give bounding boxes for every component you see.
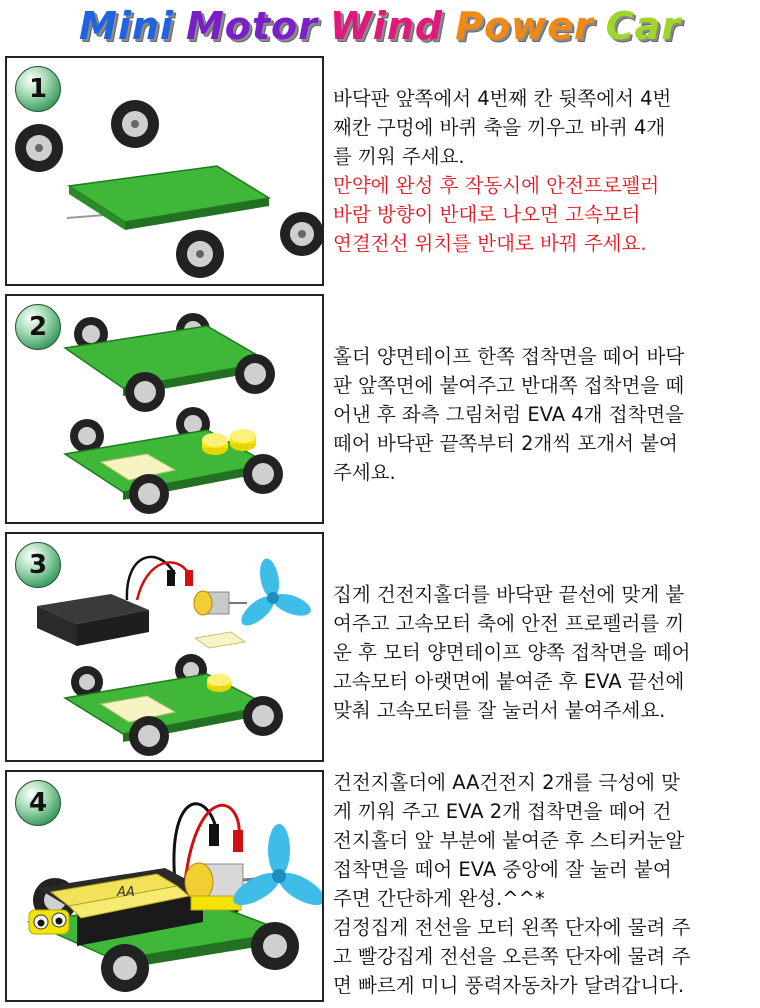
page-title xyxy=(0,0,760,52)
step-4-line: 건전지홀더에 AA건전지 2개를 극성에 맞 xyxy=(333,771,680,794)
step-4-line: 전지홀더 앞 부분에 붙여준 후 스티커눈알 xyxy=(333,829,685,852)
step-4-line: 고 빨강집게 전선을 오른쪽 단자에 물려 주 xyxy=(333,945,691,968)
wheel-icon xyxy=(111,100,159,148)
red-clip-icon xyxy=(233,830,243,852)
step-4-line: 게 끼워 주고 EVA 2개 접착면을 떼어 건 xyxy=(333,800,672,823)
step-3-line: 고속모터 아랫면에 붙여준 후 EVA 끝선에 xyxy=(333,670,685,693)
title-word-3: Wind xyxy=(329,4,444,48)
red-clip-icon xyxy=(185,570,193,586)
sticker-eye-pupil xyxy=(38,920,45,927)
step-4-line: 주면 간단하게 완성.^^* xyxy=(333,887,545,910)
step-2-line: 홀더 양면테이프 한쪽 접착면을 떼어 바닥 xyxy=(333,345,685,368)
black-clip-icon xyxy=(209,824,219,846)
wheel-icon xyxy=(280,212,322,256)
propeller-icon xyxy=(237,557,314,631)
title-word-4: Power xyxy=(455,4,594,48)
wheel-icon xyxy=(176,230,224,278)
wheel-icon xyxy=(243,454,283,494)
step-1-illustration xyxy=(5,56,324,286)
step-3-line: 여주고 고속모터 축에 안전 프로펠러를 끼 xyxy=(333,612,685,635)
title-word-1: Mini xyxy=(79,4,174,48)
step-1-badge: 1 xyxy=(15,66,61,112)
sticker-eye-pupil xyxy=(56,918,63,925)
red-wire xyxy=(137,562,189,600)
step-2-line: 어낸 후 좌측 그림처럼 EVA 4개 접착면을 xyxy=(333,403,685,426)
step-1-text xyxy=(333,84,751,258)
step-3-badge: 3 xyxy=(15,542,61,588)
step-4-line: 접착면을 떼어 EVA 중앙에 잘 눌러 붙여 xyxy=(333,858,672,881)
motor-tape xyxy=(195,632,245,648)
step-4-line: 검정집게 전선을 모터 왼쪽 단자에 물려 주 xyxy=(333,916,691,939)
step-4-illustration xyxy=(5,770,324,1002)
step-3-line: 맞춰 고속모터를 잘 눌러서 붙여주세요. xyxy=(333,699,666,722)
wheel-icon xyxy=(125,372,165,412)
title-word-5: Car xyxy=(605,4,681,48)
step-2-text xyxy=(333,342,751,487)
black-clip-icon xyxy=(167,570,175,586)
step-1-figure xyxy=(7,58,322,284)
step-1-line: 째칸 구멍에 바퀴 축을 끼우고 바퀴 4개 xyxy=(333,116,666,139)
wheel-icon xyxy=(129,474,169,514)
step-1-warning: 만약에 완성 후 작동시에 안전프로펠러 xyxy=(333,174,660,197)
title-word-2: Motor xyxy=(185,4,318,48)
wheel-icon xyxy=(235,354,275,394)
base-board xyxy=(69,166,269,222)
step-2-figure xyxy=(7,296,322,522)
wheel-icon xyxy=(243,696,283,736)
step-2-badge: 2 xyxy=(15,304,61,350)
battery-label: AA xyxy=(117,885,135,900)
wheel-icon xyxy=(101,944,149,992)
step-4-figure xyxy=(7,772,322,1000)
step-1-line: 바닥판 앞쪽에서 4번째 칸 뒷쪽에서 4번 xyxy=(333,87,672,110)
step-2-illustration xyxy=(5,294,324,524)
wheel-icon xyxy=(251,922,299,970)
step-3-text xyxy=(333,580,751,725)
step-4-line: 면 빠르게 미니 풍력자동차가 달려갑니다. xyxy=(333,974,685,997)
motor-icon xyxy=(194,591,247,615)
wheel-icon xyxy=(15,124,63,172)
step-1-warning: 연결전선 위치를 반대로 바꿔 주세요. xyxy=(333,232,647,255)
step-4-text xyxy=(333,768,751,1000)
step-2-line: 떼어 바닥판 끝쪽부터 2개씩 포개서 붙여 xyxy=(333,432,678,455)
step-3-figure xyxy=(7,534,322,760)
eva-foam-icon xyxy=(207,674,231,692)
step-1-line: 를 끼워 주세요. xyxy=(333,145,465,168)
step-2-line: 주세요. xyxy=(333,461,396,484)
wheel-icon xyxy=(129,716,169,756)
step-3-line: 운 후 모터 양면테이프 양쪽 접착면을 떼어 xyxy=(333,641,691,664)
step-2-line: 판 앞쪽면에 붙여주고 반대쪽 접착면을 떼 xyxy=(333,374,685,397)
step-3-illustration xyxy=(5,532,324,762)
step-4-badge: 4 xyxy=(15,780,61,826)
step-1-warning: 바람 방향이 반대로 나오면 고속모터 xyxy=(333,203,641,226)
step-3-line: 집게 건전지홀더를 바닥판 끝선에 맞게 붙 xyxy=(333,583,685,606)
